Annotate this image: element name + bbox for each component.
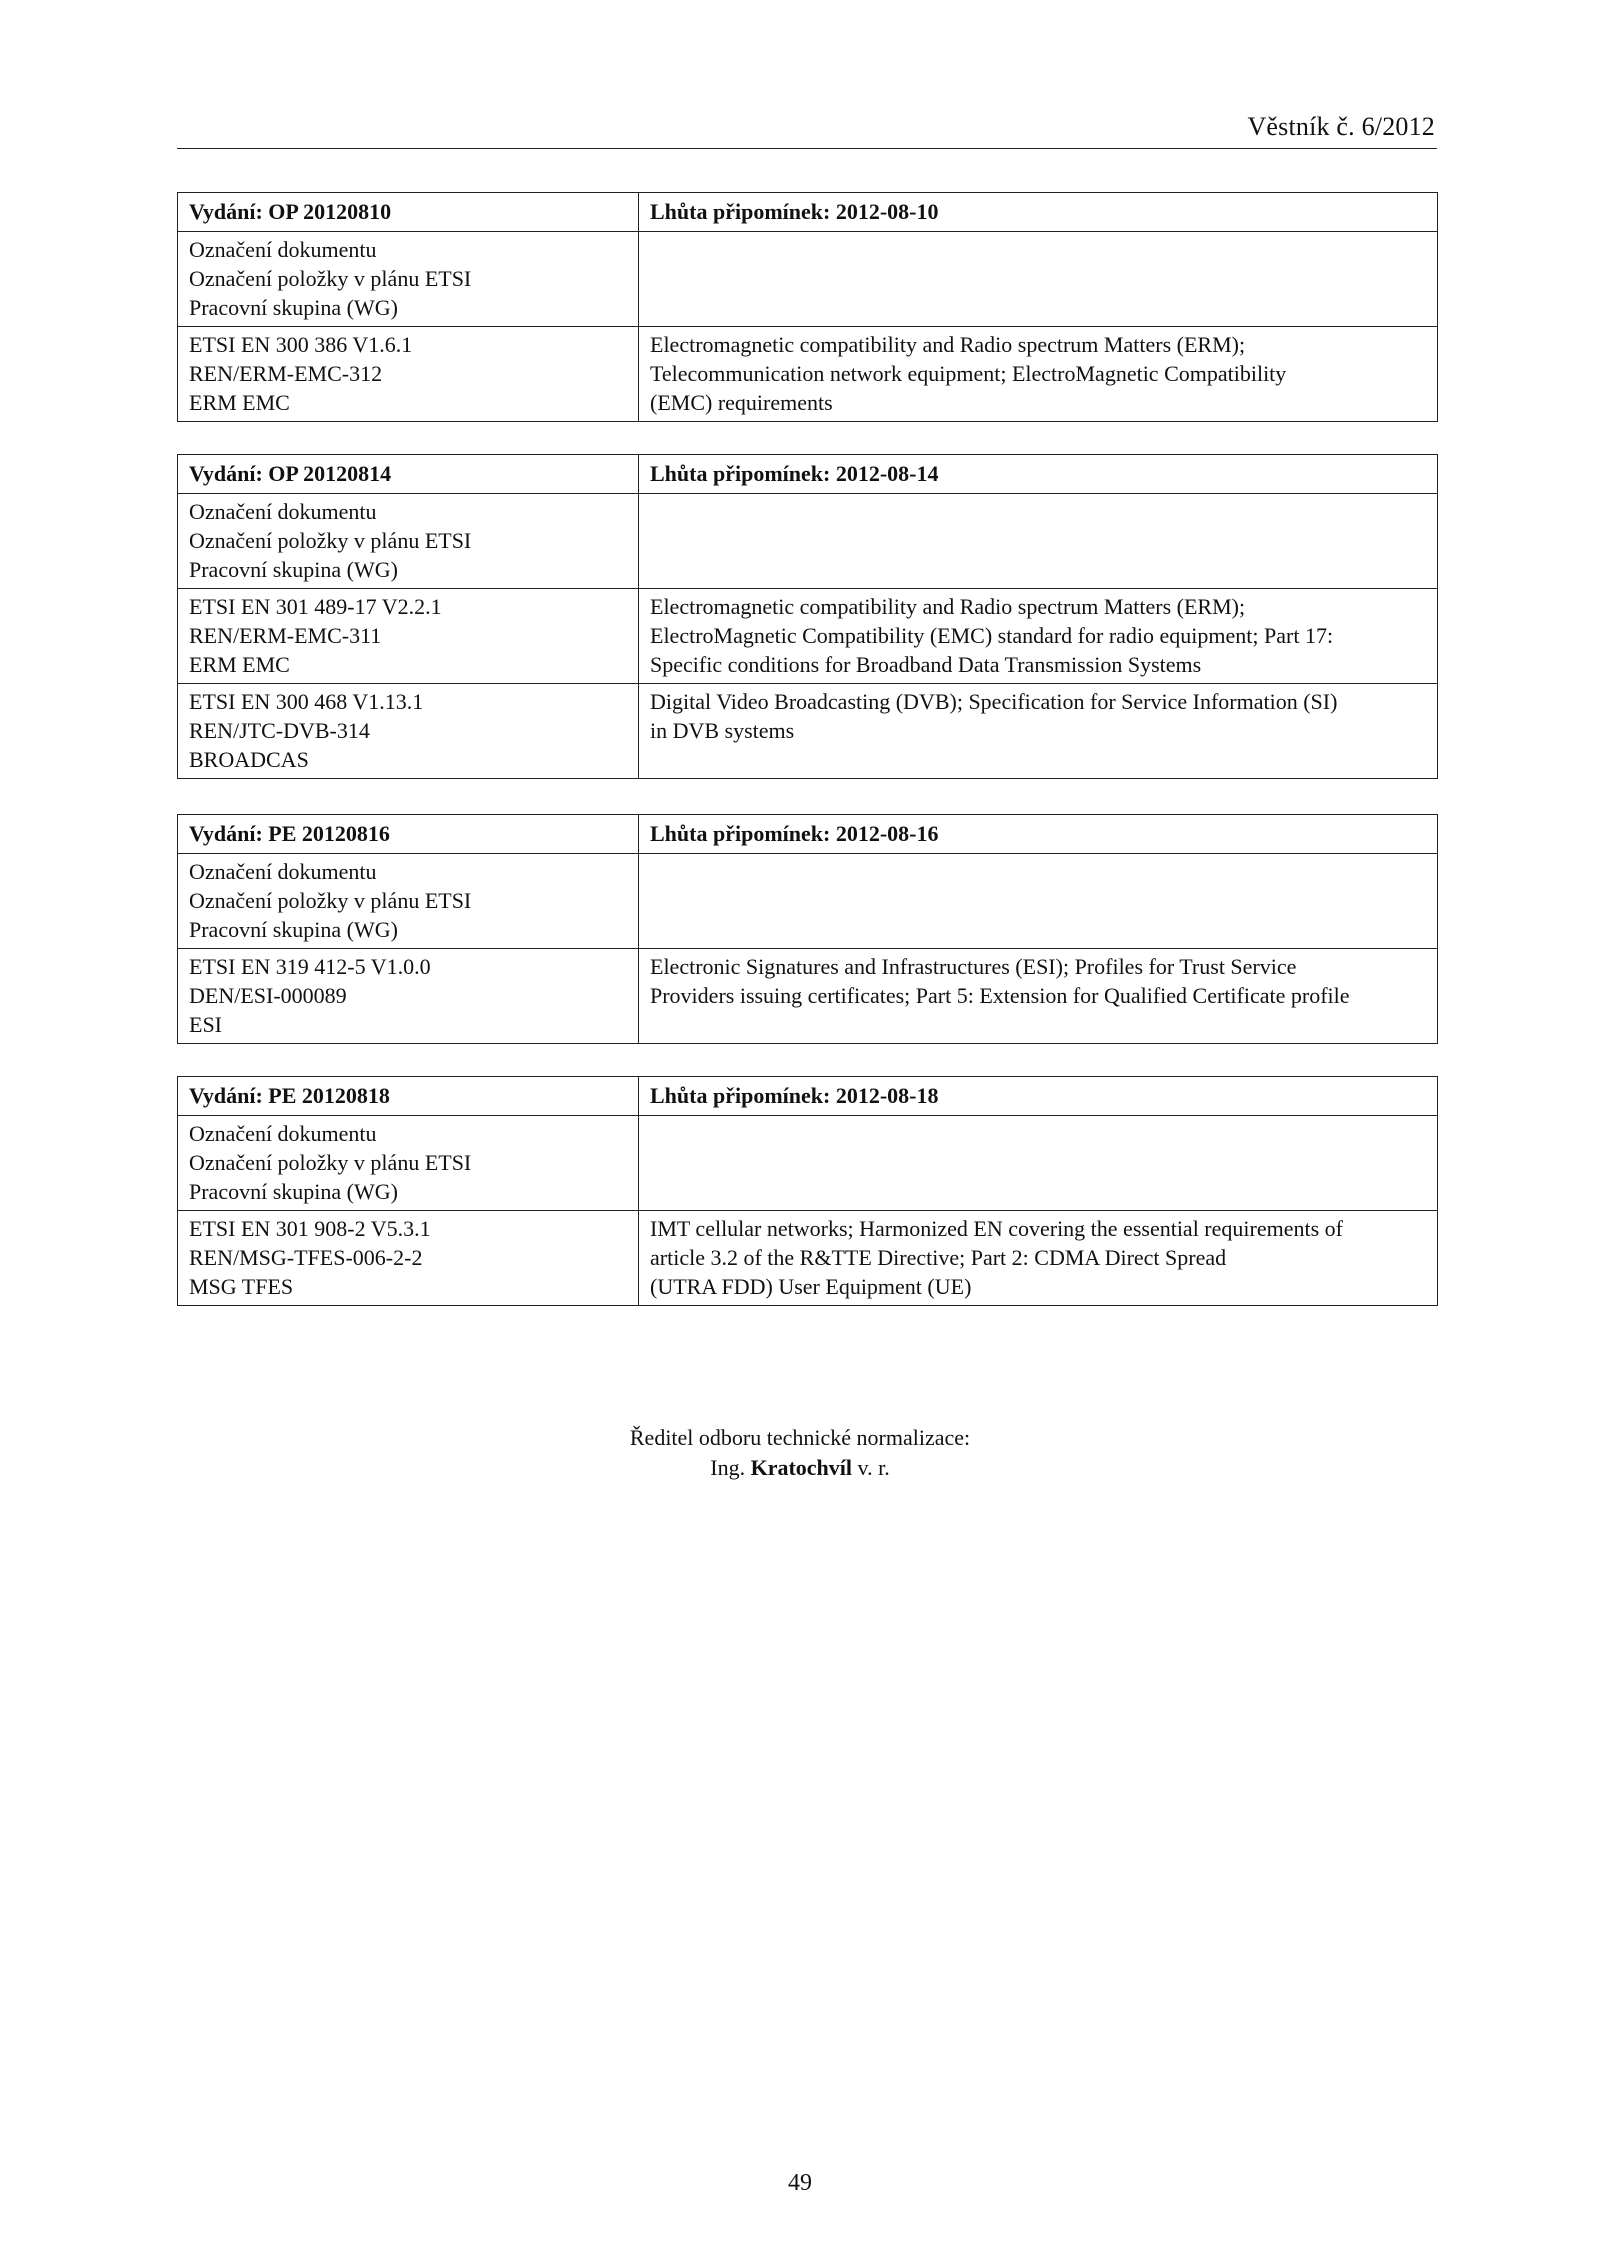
deadline-label: Lhůta připomínek: 2012-08-14 — [639, 455, 1438, 494]
document-title-cell — [639, 684, 1438, 779]
label-document-designation: Označení dokumentu — [189, 1121, 377, 1146]
signature-line — [0, 1453, 1600, 1483]
working-group: ERM EMC — [189, 652, 290, 677]
table-row — [178, 684, 1438, 779]
field-labels-cell — [178, 232, 639, 327]
title-line: ElectroMagnetic Compatibility (EMC) standard for radio equipment; Part 17: — [650, 623, 1334, 648]
signature-suffix: v. r. — [857, 1455, 890, 1480]
field-labels-row — [178, 232, 1438, 327]
empty-cell — [639, 1116, 1438, 1211]
document-identifiers-cell — [178, 589, 639, 684]
document-designation: ETSI EN 319 412-5 V1.0.0 — [189, 954, 431, 979]
issue-table-pe-20120816 — [177, 814, 1438, 1044]
label-document-designation: Označení dokumentu — [189, 499, 377, 524]
issue-label: Vydání: OP 20120814 — [178, 455, 639, 494]
label-working-group: Pracovní skupina (WG) — [189, 557, 398, 582]
empty-cell — [639, 494, 1438, 589]
title-line: in DVB systems — [650, 718, 795, 743]
issue-label: Vydání: PE 20120818 — [178, 1077, 639, 1116]
field-labels-cell — [178, 494, 639, 589]
field-labels-row — [178, 854, 1438, 949]
title-line: (EMC) requirements — [650, 390, 833, 415]
document-identifiers-cell — [178, 949, 639, 1044]
document-title-cell — [639, 949, 1438, 1044]
field-labels-row — [178, 1116, 1438, 1211]
deadline-label: Lhůta připomínek: 2012-08-16 — [639, 815, 1438, 854]
table-row — [178, 949, 1438, 1044]
label-etsi-plan-item: Označení položky v plánu ETSI — [189, 888, 472, 913]
signature-prefix: Ing. — [710, 1455, 746, 1480]
title-line: Electronic Signatures and Infrastructures (ESI); Profiles for Trust Service — [650, 954, 1297, 979]
working-group: MSG TFES — [189, 1274, 294, 1299]
empty-cell — [639, 232, 1438, 327]
issue-header-row — [178, 1077, 1438, 1116]
title-line: (UTRA FDD) User Equipment (UE) — [650, 1274, 972, 1299]
working-group: BROADCAS — [189, 747, 309, 772]
etsi-plan-item: DEN/ESI-000089 — [189, 983, 347, 1008]
table-row — [178, 589, 1438, 684]
label-working-group: Pracovní skupina (WG) — [189, 295, 398, 320]
bulletin-title: Věstník č. 6/2012 — [1247, 112, 1435, 141]
title-line: Providers issuing certificates; Part 5: Extension for Qualified Certificate profile — [650, 983, 1350, 1008]
working-group: ERM EMC — [189, 390, 290, 415]
field-labels-row — [178, 494, 1438, 589]
document-designation: ETSI EN 301 908-2 V5.3.1 — [189, 1216, 431, 1241]
etsi-plan-item: REN/ERM-EMC-311 — [189, 623, 382, 648]
issue-table-op-20120814 — [177, 454, 1438, 779]
deadline-label: Lhůta připomínek: 2012-08-18 — [639, 1077, 1438, 1116]
issue-header-row — [178, 455, 1438, 494]
page-number: 49 — [788, 2170, 812, 2196]
empty-cell — [639, 854, 1438, 949]
signature-role: Ředitel odboru technické normalizace: — [629, 1425, 971, 1450]
label-document-designation: Označení dokumentu — [189, 237, 377, 262]
label-working-group: Pracovní skupina (WG) — [189, 1179, 398, 1204]
document-title-cell — [639, 327, 1438, 422]
issue-label: Vydání: OP 20120810 — [178, 193, 639, 232]
title-line: IMT cellular networks; Harmonized EN covering the essential requirements of — [650, 1216, 1343, 1241]
title-line: article 3.2 of the R&TTE Directive; Part 2: CDMA Direct Spread — [650, 1245, 1227, 1270]
field-labels-cell — [178, 854, 639, 949]
working-group: ESI — [189, 1012, 222, 1037]
title-line: Telecommunication network equipment; ElectroMagnetic Compatibility — [650, 361, 1287, 386]
etsi-plan-item: REN/JTC-DVB-314 — [189, 718, 370, 743]
title-line: Electromagnetic compatibility and Radio spectrum Matters (ERM); — [650, 332, 1246, 357]
document-identifiers-cell — [178, 684, 639, 779]
document-identifiers-cell — [178, 327, 639, 422]
issue-table-pe-20120818 — [177, 1076, 1438, 1306]
issue-header-row — [178, 815, 1438, 854]
document-designation: ETSI EN 300 386 V1.6.1 — [189, 332, 413, 357]
label-etsi-plan-item: Označení položky v plánu ETSI — [189, 528, 472, 553]
etsi-plan-item: REN/MSG-TFES-006-2-2 — [189, 1245, 423, 1270]
title-line: Specific conditions for Broadband Data Transmission Systems — [650, 652, 1202, 677]
etsi-plan-item: REN/ERM-EMC-312 — [189, 361, 383, 386]
title-line: Electromagnetic compatibility and Radio spectrum Matters (ERM); — [650, 594, 1246, 619]
signature-block — [0, 1423, 1600, 1483]
document-identifiers-cell — [178, 1211, 639, 1306]
issue-label: Vydání: PE 20120816 — [178, 815, 639, 854]
label-document-designation: Označení dokumentu — [189, 859, 377, 884]
signature-name: Kratochvíl — [750, 1455, 853, 1480]
title-line: Digital Video Broadcasting (DVB); Specification for Service Information (SI) — [650, 689, 1338, 714]
label-etsi-plan-item: Označení položky v plánu ETSI — [189, 1150, 472, 1175]
table-row — [178, 1211, 1438, 1306]
issue-table-op-20120810 — [177, 192, 1438, 422]
field-labels-cell — [178, 1116, 639, 1211]
issue-header-row — [178, 193, 1438, 232]
table-row — [178, 327, 1438, 422]
deadline-label: Lhůta připomínek: 2012-08-10 — [639, 193, 1438, 232]
document-title-cell — [639, 589, 1438, 684]
document-designation: ETSI EN 301 489-17 V2.2.1 — [189, 594, 442, 619]
page-header — [177, 108, 1437, 149]
document-title-cell — [639, 1211, 1438, 1306]
label-working-group: Pracovní skupina (WG) — [189, 917, 398, 942]
label-etsi-plan-item: Označení položky v plánu ETSI — [189, 266, 472, 291]
document-designation: ETSI EN 300 468 V1.13.1 — [189, 689, 424, 714]
